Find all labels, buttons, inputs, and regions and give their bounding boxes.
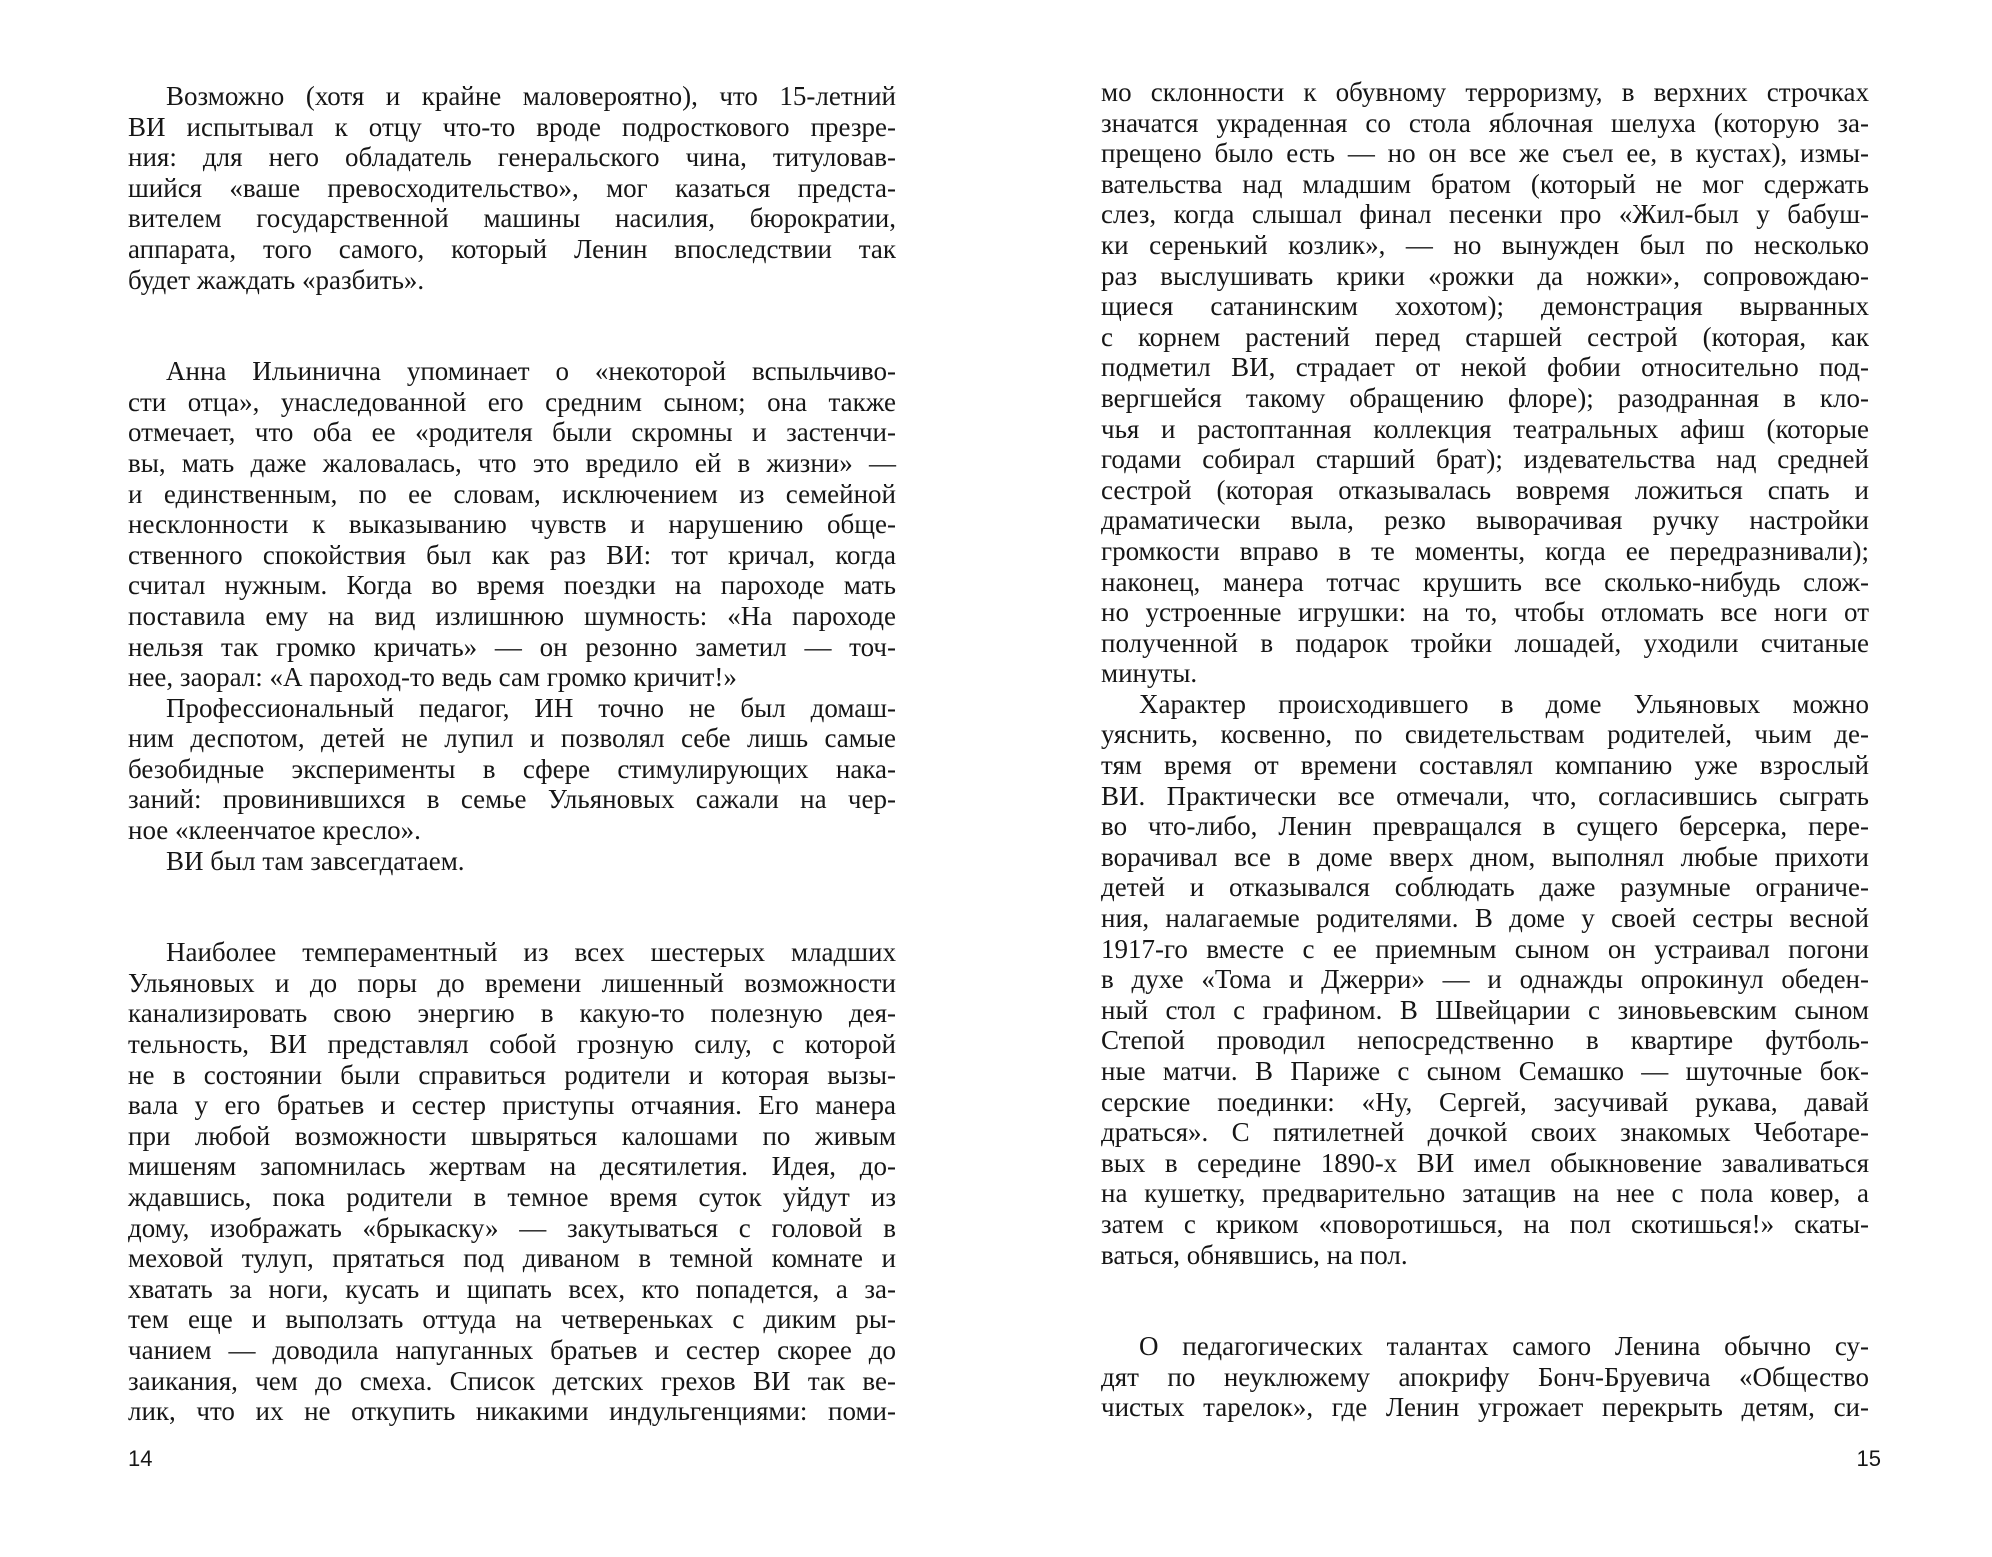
text-line: ждавшись, пока родители в темное время суток уйдут из (128, 1182, 896, 1212)
paragraph (1101, 77, 1869, 689)
text-line: драться». С пятилетней дочкой своих знакомых Чеботаре- (1101, 1117, 1869, 1148)
text-line: уяснить, косвенно, по свидетельствам родителей, чьим де- (1101, 719, 1869, 750)
text-line: лик, что их не откупить никакими индульгенциями: поми- (128, 1396, 896, 1427)
text-line: подметил ВИ, страдает от некой фобии относительно под- (1101, 352, 1869, 383)
text-line: тем еще и выползать оттуда на четвереньках с диким ры- (128, 1304, 896, 1335)
text-line: ное «клеенчатое кресло». (128, 815, 421, 846)
text-line: вательства над младшим братом (который не мог сдержать (1101, 168, 1869, 199)
text-line: ним деспотом, детей не лупил и позволял себе лишь самые (128, 723, 896, 754)
text-line: меховой тулуп, прятаться под диваном в темной комнате и (128, 1243, 896, 1274)
paragraph (128, 693, 896, 846)
text-column (128, 81, 896, 1427)
text-line: ВИ был там завсегдатаем. (166, 845, 465, 876)
text-line: поставила ему на вид излишнюю шумность: «На пароходе (128, 600, 896, 631)
text-line: вала у его братьев и сестер приступы отчаяния. Его манера (128, 1090, 896, 1121)
text-line: громкости вправо в те моменты, когда ее передразнивали); (1101, 535, 1869, 566)
text-line: чанием — доводила напуганных братьев и сестер скорее до (128, 1334, 896, 1365)
text-line: несклонности к выказыванию чувств и нарушению обще- (128, 509, 896, 540)
text-line: О педагогических талантах самого Ленина обычно су- (1139, 1331, 1869, 1362)
text-line: канализировать свою энергию в какую-то полезную дея- (128, 998, 896, 1029)
text-line: прещено было есть — но он все же съел ее, в кустах), измы- (1101, 138, 1869, 169)
text-line: нее, заорал: «А пароход-то ведь сам громко кричит!» (128, 662, 737, 693)
text-line: 1917-го вместе с ее приемным сыном он устраивал погони (1101, 933, 1869, 964)
text-line: вергшейся такому обращению флоре); разодранная в кло- (1101, 382, 1869, 413)
paragraph (128, 356, 896, 693)
text-line: мишеням запомнилась жертвам на десятилетия. Идея, до- (128, 1151, 896, 1182)
text-line: мо склонности к обувному терроризму, в верхних строчках (1101, 77, 1869, 107)
text-line: серские поединки: «Ну, Сергей, засучивай рукава, давай (1101, 1086, 1869, 1117)
right-page (996, 0, 1992, 1557)
text-line: заний: провинившихся в семье Ульяновых сажали на чер- (128, 784, 896, 815)
text-line: шийся «ваше превосходительство», мог казаться предста- (128, 172, 896, 203)
text-line: вы, мать даже жаловалась, что это вредило ей в жизни» — (128, 447, 896, 478)
text-line: считал нужным. Когда во время поездки на пароходе мать (128, 570, 896, 601)
text-line: ственного спокойствия был как раз ВИ: тот кричал, когда (128, 539, 896, 570)
text-line: Характер происходившего в доме Ульяновых можно (1139, 688, 1869, 719)
text-line: Степой проводил непосредственно в квартире футболь- (1101, 1025, 1869, 1056)
text-line: ворачивал все в доме вверх дном, выполнял любые прихоти (1101, 841, 1869, 872)
paragraph (128, 937, 896, 1427)
text-line: слез, когда слышал финал песенки про «Жил-был у бабуш- (1101, 199, 1869, 230)
text-line: ный стол с графином. В Швейцарии с зиновьевским сыном (1101, 994, 1869, 1025)
text-line: полученной в подарок тройки лошадей, уходили считаные (1101, 627, 1869, 658)
paragraph (128, 846, 896, 877)
text-line: но устроенные игрушки: на то, чтобы отломать все ноги от (1101, 597, 1869, 628)
text-line: заикания, чем до смеха. Список детских грехов ВИ так ве- (128, 1365, 896, 1396)
text-line: щиеся сатанинским хохотом); демонстрация вырванных (1101, 291, 1869, 322)
text-line: с корнем растений перед старшей сестрой (которая, как (1101, 321, 1869, 352)
text-line: Возможно (хотя и крайне маловероятно), что 15-летний (166, 81, 896, 111)
text-line: ния: для него обладатель генеральского чина, титуловав- (128, 142, 896, 173)
text-line: чья и растоптанная коллекция театральных афиш (которые (1101, 413, 1869, 444)
page-number: 15 (1856, 1446, 1881, 1471)
text-line: сестрой (которая отказывалась вовремя ложиться спать и (1101, 474, 1869, 505)
text-line: Анна Ильинична упоминает о «некоторой вспыльчиво- (166, 356, 896, 387)
text-line: раз выслушивать крики «рожки да ножки», сопровождаю- (1101, 260, 1869, 291)
text-line: и единственным, по ее словам, исключением из семейной (128, 478, 896, 509)
text-line: Ульяновых и до поры до времени лишенный возможности (128, 967, 896, 998)
text-line: Наиболее темпераментный из всех шестерых младших (166, 937, 896, 968)
text-line: драматически выла, резко выворачивая ручку настройки (1101, 505, 1869, 536)
text-line: минуты. (1101, 658, 1198, 689)
text-line: хватать за ноги, кусать и щипать всех, кто попадется, а за- (128, 1273, 896, 1304)
text-line: значатся украденная со стола яблочная шелуха (которую за- (1101, 107, 1869, 138)
paragraph (1101, 1331, 1869, 1423)
text-line: отмечает, что оба ее «родителя были скромны и застенчи- (128, 417, 896, 448)
text-line: вителем государственной машины насилия, бюрократии, (128, 203, 896, 234)
text-line: затем с криком «поворотишься, на пол скотишься!» скаты- (1101, 1208, 1869, 1239)
text-line: ВИ испытывал к отцу что-то вроде подросткового презре- (128, 111, 896, 142)
text-line: дят по неуклюжему апокрифу Бонч-Бруевича «Общество (1101, 1361, 1869, 1392)
text-line: тельность, ВИ представлял собой грозную силу, с которой (128, 1029, 896, 1060)
text-line: будет жаждать «разбить». (128, 264, 425, 295)
text-line: тям время от времени составлял компанию уже взрослый (1101, 750, 1869, 781)
text-line: во что-либо, Ленин превращался в сущего берсерка, пере- (1101, 811, 1869, 842)
text-line: на кушетку, предварительно затащив на нее с пола ковер, а (1101, 1178, 1869, 1209)
text-line: ваться, обнявшись, на пол. (1101, 1239, 1408, 1270)
text-line: детей и отказывался соблюдать даже разумные ограниче- (1101, 872, 1869, 903)
text-line: ния, налагаемые родителями. В доме у своей сестры весной (1101, 903, 1869, 934)
text-line: аппарата, того самого, который Ленин впоследствии так (128, 233, 896, 264)
text-line: при любой возможности швыряться калошами по живым (128, 1120, 896, 1151)
text-line: нельзя так громко кричать» — он резонно заметил — точ- (128, 631, 896, 662)
text-line: Профессиональный педагог, ИН точно не был домаш- (166, 692, 896, 723)
paragraph (1101, 689, 1869, 1270)
text-line: ные матчи. В Париже с сыном Семашко — шуточные бок- (1101, 1056, 1869, 1086)
text-line: годами собирал старший брат); издевательства над средней (1101, 444, 1869, 475)
text-column (1101, 77, 1869, 1423)
paragraph (128, 81, 896, 295)
text-line: ВИ. Практически все отмечали, что, согласившись сыграть (1101, 780, 1869, 811)
page-number: 14 (128, 1446, 153, 1471)
text-line: сти отца», унаследованной его средним сыном; она также (128, 386, 896, 417)
text-line: в духе «Тома и Джерри» — и однажды опрокинул обеден- (1101, 964, 1869, 995)
text-line: чистых тарелок», где Ленин угрожает перекрыть детям, си- (1101, 1392, 1869, 1423)
text-line: наконец, манера тотчас крушить все сколько-нибудь слож- (1101, 566, 1869, 597)
text-line: ки серенький козлик», — но вынужден был по несколько (1101, 229, 1869, 260)
text-line: не в состоянии были справиться родители и которая вызы- (128, 1059, 896, 1090)
text-line: вых в середине 1890-х ВИ имел обыкновение заваливаться (1101, 1147, 1869, 1178)
text-line: безобидные эксперименты в сфере стимулирующих нака- (128, 753, 896, 784)
text-line: дому, изображать «брыкаску» — закутываться с головой в (128, 1212, 896, 1243)
